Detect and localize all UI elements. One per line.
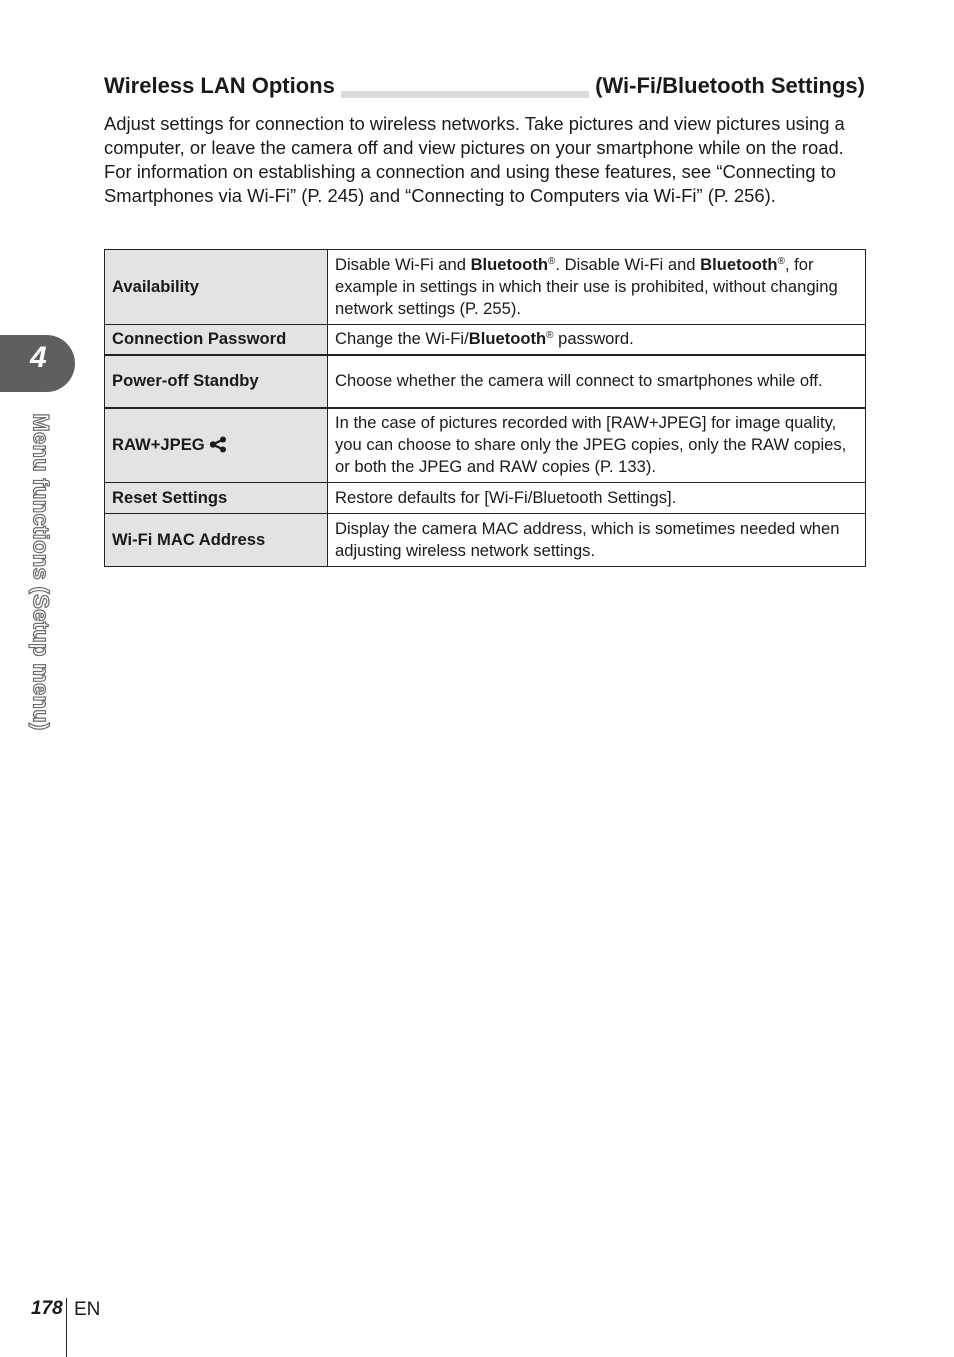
language-code: EN xyxy=(74,1299,101,1320)
setting-description: Change the Wi-Fi/Bluetooth® password. xyxy=(328,325,866,355)
setting-description: Display the camera MAC address, which is sometimes needed when adjusting wireless network settings. xyxy=(328,514,866,567)
setting-description: Restore defaults for [Wi-Fi/Bluetooth Settings]. xyxy=(328,483,866,514)
setting-description: Disable Wi-Fi and Bluetooth®. Disable Wi-Fi and Bluetooth®, for example in settings in which their use is prohibited, without changing network settings (P. 255). xyxy=(328,250,866,325)
footer-divider xyxy=(66,1298,67,1357)
share-icon xyxy=(209,436,227,453)
setting-name: RAW+JPEG xyxy=(105,408,328,483)
table-row xyxy=(105,483,866,514)
setting-name: Connection Password xyxy=(105,325,328,355)
chapter-side-label xyxy=(24,405,58,739)
setting-name: Reset Settings xyxy=(105,483,328,514)
table-row xyxy=(105,408,866,483)
chapter-tab xyxy=(0,335,75,392)
section-header xyxy=(104,72,865,100)
setting-description: In the case of pictures recorded with [RAW+JPEG] for image quality, you can choose to share only the JPEG copies, only the RAW copies, or both the JPEG and RAW copies (P. 133). xyxy=(328,408,866,483)
chapter-number: 4 xyxy=(30,341,47,374)
setting-name: Power-off Standby xyxy=(105,355,328,408)
setting-name: Availability xyxy=(105,250,328,325)
table-row xyxy=(105,514,866,567)
chapter-title: Menu functions (Setup menu) xyxy=(29,413,54,731)
settings-table xyxy=(104,249,866,567)
intro-paragraph: Adjust settings for connection to wireless networks. Take pictures and view pictures using a computer, or leave the camera off and view pictures on your smartphone while on the road. For information on establishing a connection and using these features, see “Connecting to Smartphones via Wi-Fi” (P. 245) and “Connecting to Computers via Wi-Fi” (P. 256). xyxy=(104,113,845,206)
setting-name: Wi-Fi MAC Address xyxy=(105,514,328,567)
table-row xyxy=(105,250,866,325)
section-subtitle: (Wi-Fi/Bluetooth Settings) xyxy=(589,72,865,100)
table-row xyxy=(105,325,866,355)
page-number: 178 xyxy=(31,1298,63,1319)
setting-description: Choose whether the camera will connect to smartphones while off. xyxy=(328,355,866,408)
section-title: Wireless LAN Options xyxy=(104,72,341,100)
table-row xyxy=(105,355,866,408)
